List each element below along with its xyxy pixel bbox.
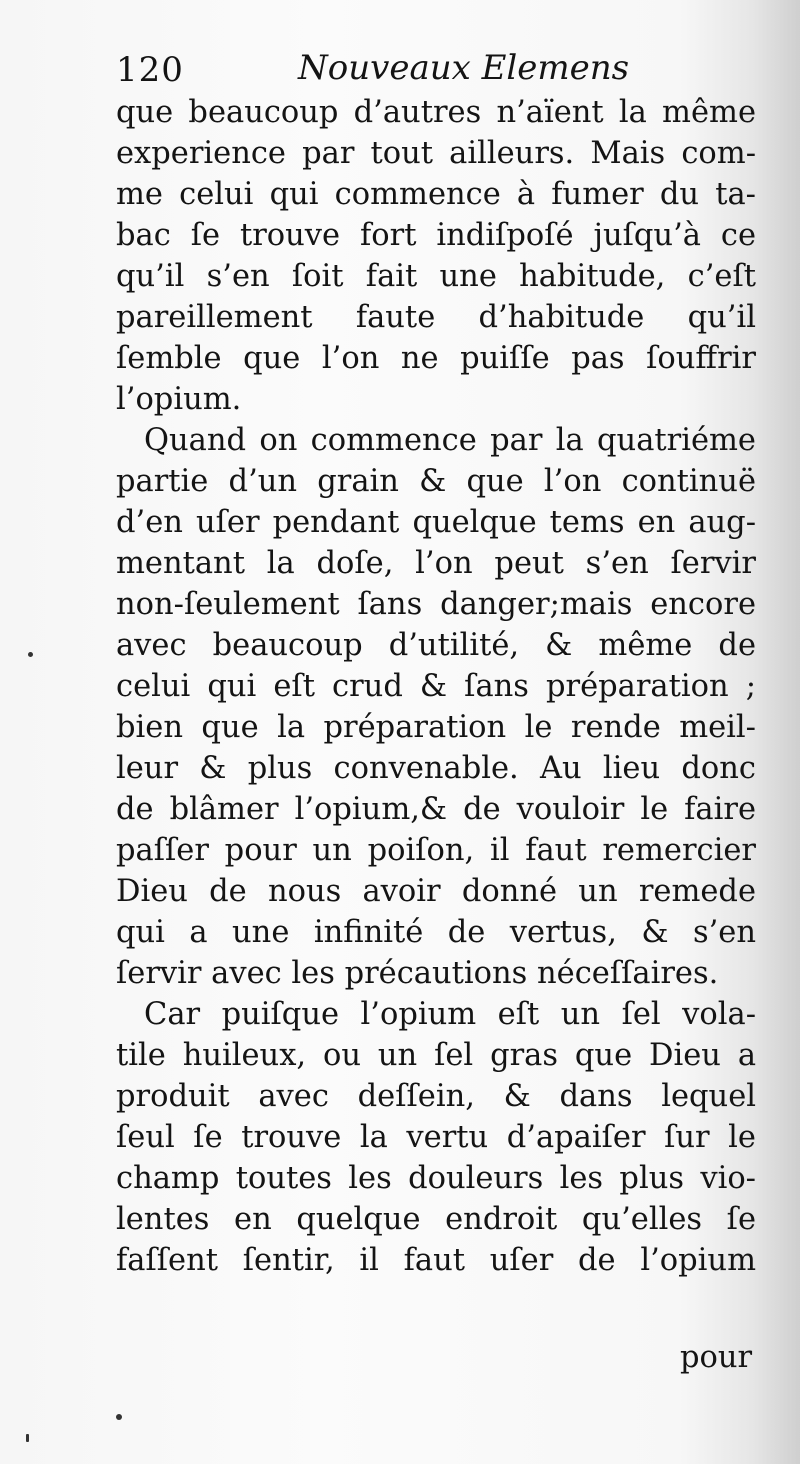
text-line: lentes en quelque endroit qu’elles ſe [116, 1202, 756, 1237]
text-line: faſſent ſentir, il faut uſer de l’opium [116, 1243, 756, 1278]
text-line: que beaucoup d’autres n’aïent la même [116, 95, 756, 130]
ink-speck [28, 652, 33, 657]
text-line: ſemble que l’on ne puiſſe pas ſouffrir [116, 341, 756, 376]
text-line: pareillement faute d’habitude qu’il [116, 300, 756, 335]
text-line: l’opium. [116, 382, 242, 417]
paragraph-start-line: Quand on commence par la quatriéme [144, 423, 756, 458]
text-line: me celui qui commence à fumer du ta- [116, 177, 756, 212]
running-title: Nouveaux Elemens [298, 48, 630, 88]
ink-speck [116, 1414, 122, 1420]
text-line: paſſer pour un poiſon, il faut remercier [116, 833, 756, 868]
page-header [116, 44, 630, 94]
text-line: mentant la doſe, l’on peut s’en ſervir [116, 546, 756, 581]
text-line: leur & plus convenable. Au lieu donc [116, 751, 756, 786]
page-number: 120 [116, 50, 184, 90]
text-line: ſervir avec les précautions néceſſaires. [116, 956, 719, 991]
text-line: champ toutes les douleurs les plus vio- [116, 1161, 756, 1196]
text-line: bac ſe trouve fort indiſpoſé juſqu’à ce [116, 218, 756, 253]
text-line: qu’il s’en ſoit fait une habitude, c’eſt [116, 259, 756, 294]
ink-speck [26, 1434, 29, 1442]
text-line: qui a une infinité de vertus, & s’en [116, 915, 756, 950]
text-line: partie d’un grain & que l’on continuë [116, 464, 756, 499]
text-line: celui qui eſt crud & ſans préparation ; [116, 669, 756, 704]
text-line: avec beaucoup d’utilité, & même de [116, 628, 756, 663]
catchword: pour [680, 1340, 753, 1375]
text-line: d’en uſer pendant quelque tems en aug- [116, 505, 756, 540]
body-text [116, 92, 756, 1281]
text-line: de blâmer l’opium,& de vouloir le faire [116, 792, 756, 827]
text-line: bien que la préparation le rende meil- [116, 710, 756, 745]
text-line: ſeul ſe trouve la vertu d’apaiſer ſur le [116, 1120, 756, 1155]
text-line: non-ſeulement ſans danger;mais encore [116, 587, 756, 622]
text-line: tile huileux, ou un ſel gras que Dieu a [116, 1038, 756, 1073]
text-line: produit avec deſſein, & dans lequel [116, 1079, 756, 1114]
paragraph-start-line: Car puiſque l’opium eſt un ſel vola- [144, 997, 756, 1032]
text-line: Dieu de nous avoir donné un remede [116, 874, 756, 909]
text-line: experience par tout ailleurs. Mais com- [116, 136, 756, 171]
